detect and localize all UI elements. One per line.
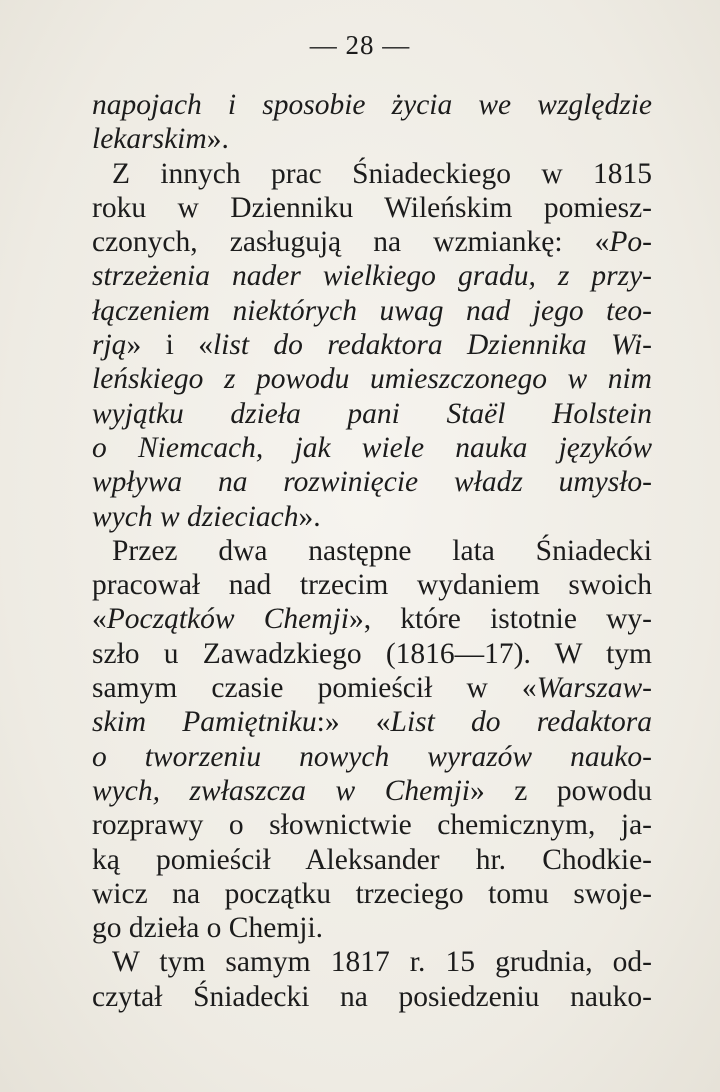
text-run: :» « bbox=[316, 706, 391, 739]
page-number: — 28 — bbox=[309, 30, 411, 60]
body-text bbox=[92, 88, 652, 1014]
text-run: Z innych prac Śniadeckiego w 1815 bbox=[112, 157, 652, 190]
text-line bbox=[92, 568, 652, 602]
text-run: ką pomieścił Aleksander hr. Chodkie- bbox=[92, 843, 652, 876]
text-line bbox=[92, 945, 652, 979]
text-line bbox=[92, 500, 652, 534]
text-line bbox=[92, 602, 652, 636]
italic-text: lekarskim bbox=[92, 123, 207, 156]
text-line bbox=[92, 465, 652, 499]
italic-text: wyjątku dzieła pani Staël Holstein bbox=[92, 397, 652, 430]
text-run: pracował nad trzecim wydaniem swoich bbox=[92, 569, 652, 602]
italic-text: strzeżenia nader wielkiego gradu, z przy- bbox=[92, 260, 652, 293]
text-line bbox=[92, 294, 652, 328]
italic-text: list do redaktora Dziennika Wi- bbox=[212, 329, 652, 362]
text-run: « bbox=[92, 603, 107, 636]
text-line bbox=[92, 362, 652, 396]
text-line bbox=[92, 843, 652, 877]
text-run: szło u Zawadzkiego (1816—17). W tym bbox=[92, 637, 652, 670]
text-line bbox=[92, 225, 652, 259]
text-line bbox=[92, 431, 652, 465]
text-line bbox=[92, 88, 652, 122]
italic-text: Warszaw- bbox=[536, 672, 652, 705]
text-run: Przez dwa następne lata Śniadecki bbox=[112, 534, 652, 567]
italic-text: wych, zwłaszcza w Chemji bbox=[92, 774, 470, 807]
text-run: rozprawy o słownictwie chemicznym, ja- bbox=[92, 809, 652, 842]
text-line bbox=[92, 397, 652, 431]
text-line bbox=[92, 157, 652, 191]
text-run: wicz na początku trzeciego tomu swoje- bbox=[92, 877, 652, 910]
text-line bbox=[92, 534, 652, 568]
text-run: samym czasie pomieścił w « bbox=[92, 672, 537, 705]
text-line bbox=[92, 980, 652, 1014]
italic-text: o tworzeniu nowych wyrazów nauko- bbox=[92, 740, 652, 773]
italic-text: List do redaktora bbox=[390, 706, 652, 739]
italic-text: leńskiego z powodu umieszczonego w nim bbox=[92, 363, 652, 396]
text-line bbox=[92, 740, 652, 774]
italic-text: wpływa na rozwinięcie władz umysło- bbox=[92, 466, 652, 499]
italic-text: Początków Chemji bbox=[106, 603, 349, 636]
text-run: ». bbox=[206, 123, 229, 156]
text-line bbox=[92, 122, 652, 156]
text-run: W tym samym 1817 r. 15 grudnia, od- bbox=[112, 946, 652, 979]
text-run: czytał Śniadecki na posiedzeniu nauko- bbox=[92, 980, 652, 1013]
text-run: ». bbox=[298, 500, 321, 533]
italic-text: skim Pamiętniku bbox=[92, 706, 317, 739]
text-run: » i « bbox=[126, 329, 213, 362]
text-line bbox=[92, 808, 652, 842]
text-line bbox=[92, 328, 652, 362]
text-run: roku w Dzienniku Wileńskim pomiesz- bbox=[92, 191, 652, 224]
text-line bbox=[92, 911, 652, 945]
text-run: », które istotnie wy- bbox=[348, 603, 652, 636]
text-run: czonych, zasługują na wzmiankę: « bbox=[92, 226, 610, 259]
italic-text: Po- bbox=[609, 226, 652, 259]
text-line bbox=[92, 259, 652, 293]
text-line bbox=[92, 877, 652, 911]
italic-text: napojach i sposobie życia we względzie bbox=[92, 89, 652, 121]
text-line bbox=[92, 774, 652, 808]
text-run: » z powodu bbox=[469, 774, 652, 807]
italic-text: wych w dzieciach bbox=[92, 500, 299, 533]
text-line bbox=[92, 705, 652, 739]
text-line bbox=[92, 671, 652, 705]
italic-text: o Niemcach, jak wiele nauka języków bbox=[92, 431, 652, 464]
text-run: go dzieła o Chemji. bbox=[92, 912, 324, 945]
italic-text: rją bbox=[92, 329, 127, 362]
italic-text: łączeniem niektórych uwag nad jego teo- bbox=[92, 294, 652, 327]
text-line bbox=[92, 191, 652, 225]
text-line bbox=[92, 637, 652, 671]
